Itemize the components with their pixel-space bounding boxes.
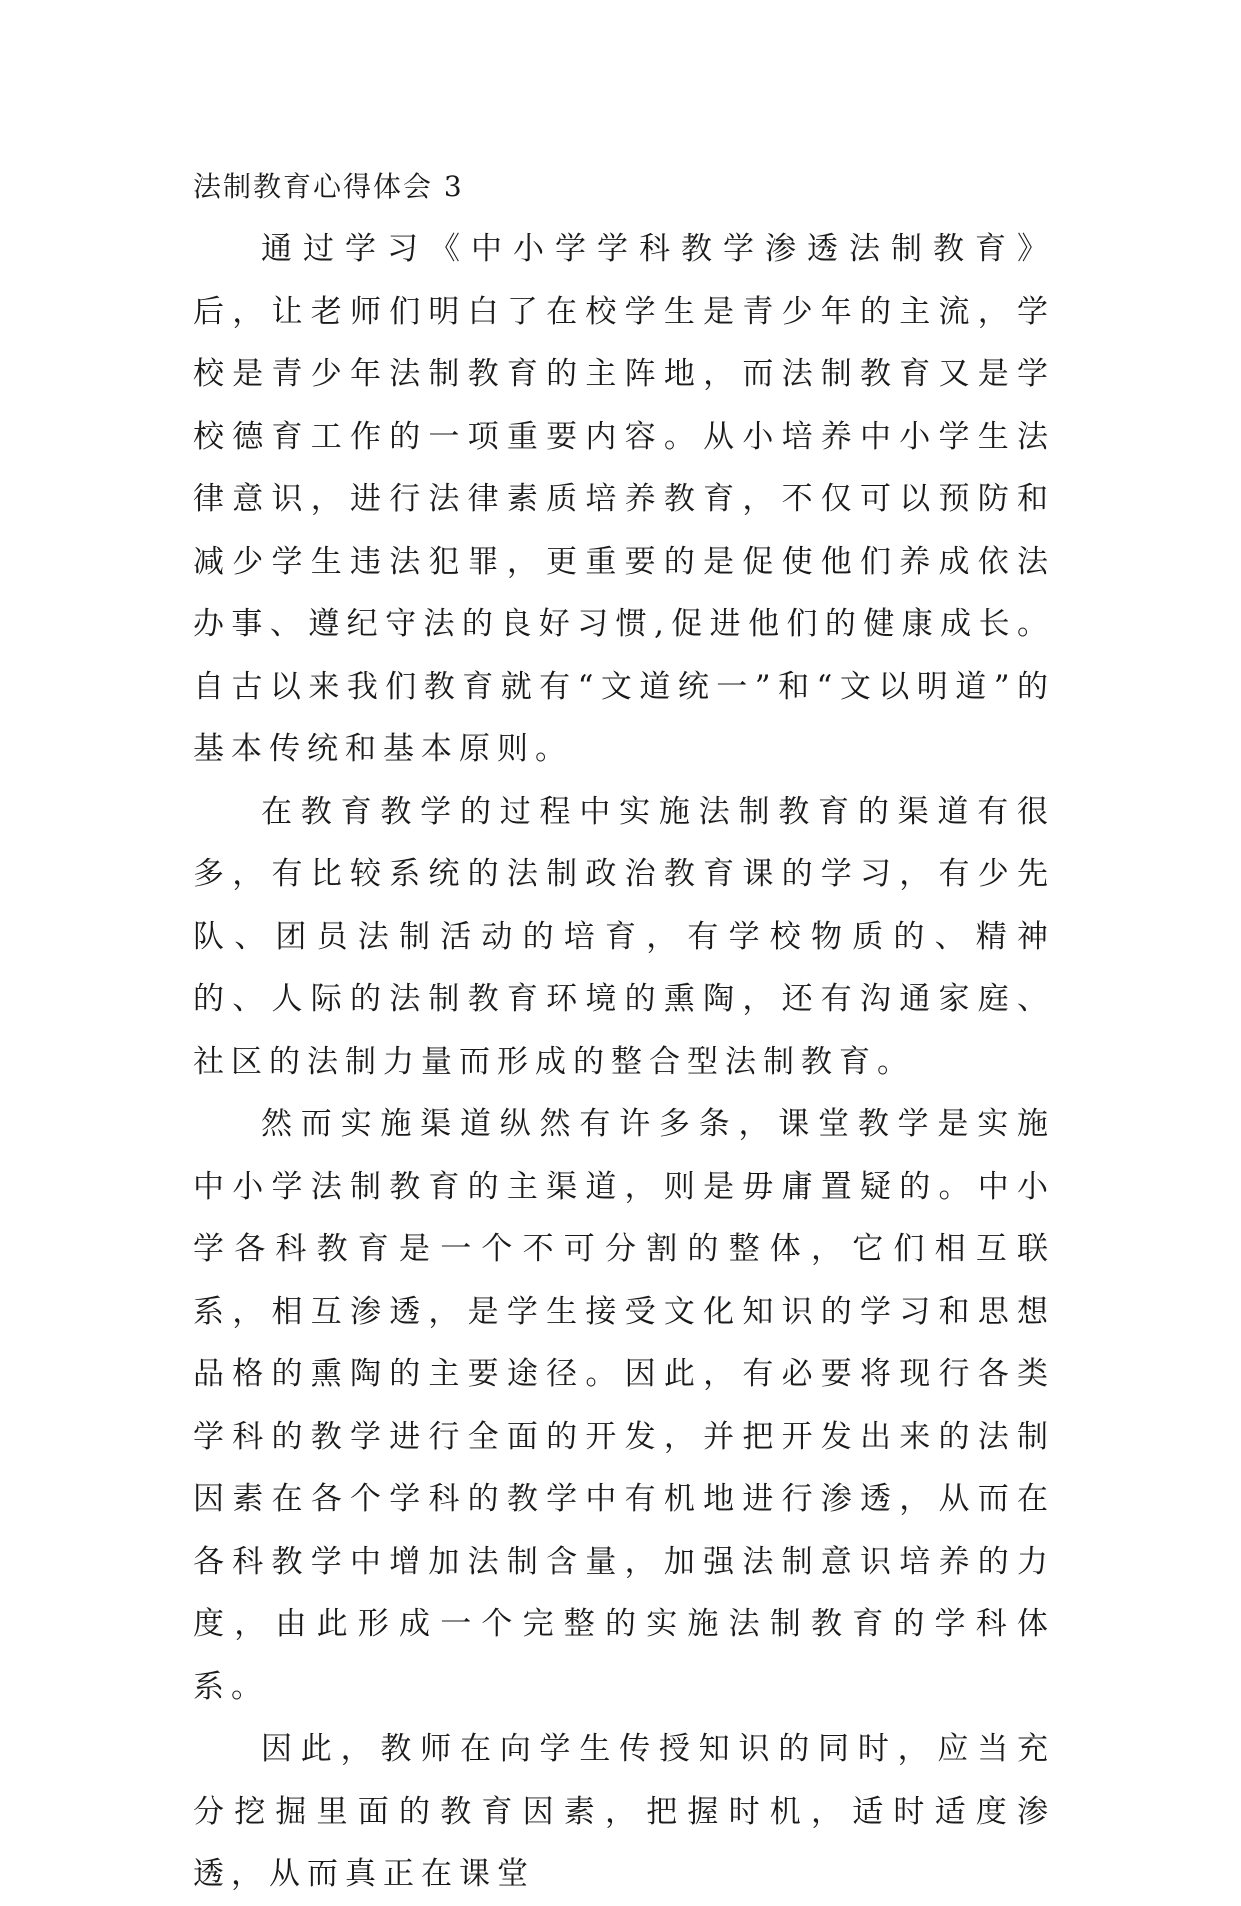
document-title: 法制教育心得体会 3 bbox=[193, 170, 464, 203]
paragraph-1: 通过学习《中小学学科教学渗透法制教育》后，让老师们明白了在校学生是青少年的主流，学校是青少年法制教育的主阵地，而法制教育又是学校德育工作的一项重要内容。从小培养中小学生法律意识，进行法律素质培养教育，不仅可以预防和减少学生违法犯罪，更重要的是促使他们养成依法办事、遵纪守法的良好习惯,促进他们的健康成长。自古以来我们教育就有“文道统一”和“文以明道”的基本传统和基本原则。 bbox=[193, 231, 1055, 767]
document-page bbox=[193, 156, 1055, 1906]
paragraph-3: 然而实施渠道纵然有许多条，课堂教学是实施中小学法制教育的主渠道，则是毋庸置疑的。中小学各科教育是一个不可分割的整体，它们相互联系，相互渗透，是学生接受文化知识的学习和思想品格的熏陶的主要途径。因此，有必要将现行各类学科的教学进行全面的开发，并把开发出来的法制因素在各个学科的教学中有机地进行渗透，从而在各科教学中增加法制含量，加强法制意识培养的力度，由此形成一个完整的实施法制教育的学科体系。 bbox=[193, 1106, 1055, 1705]
paragraph-4: 因此，教师在向学生传授知识的同时，应当充分挖掘里面的教育因素，把握时机，适时适度渗透，从而真正在课堂 bbox=[193, 1731, 1055, 1892]
paragraph-2: 在教育教学的过程中实施法制教育的渠道有很多，有比较系统的法制政治教育课的学习，有少先队、团员法制活动的培育，有学校物质的、精神的、人际的法制教育环境的熏陶，还有沟通家庭、社区的法制力量而形成的整合型法制教育。 bbox=[193, 793, 1055, 1080]
